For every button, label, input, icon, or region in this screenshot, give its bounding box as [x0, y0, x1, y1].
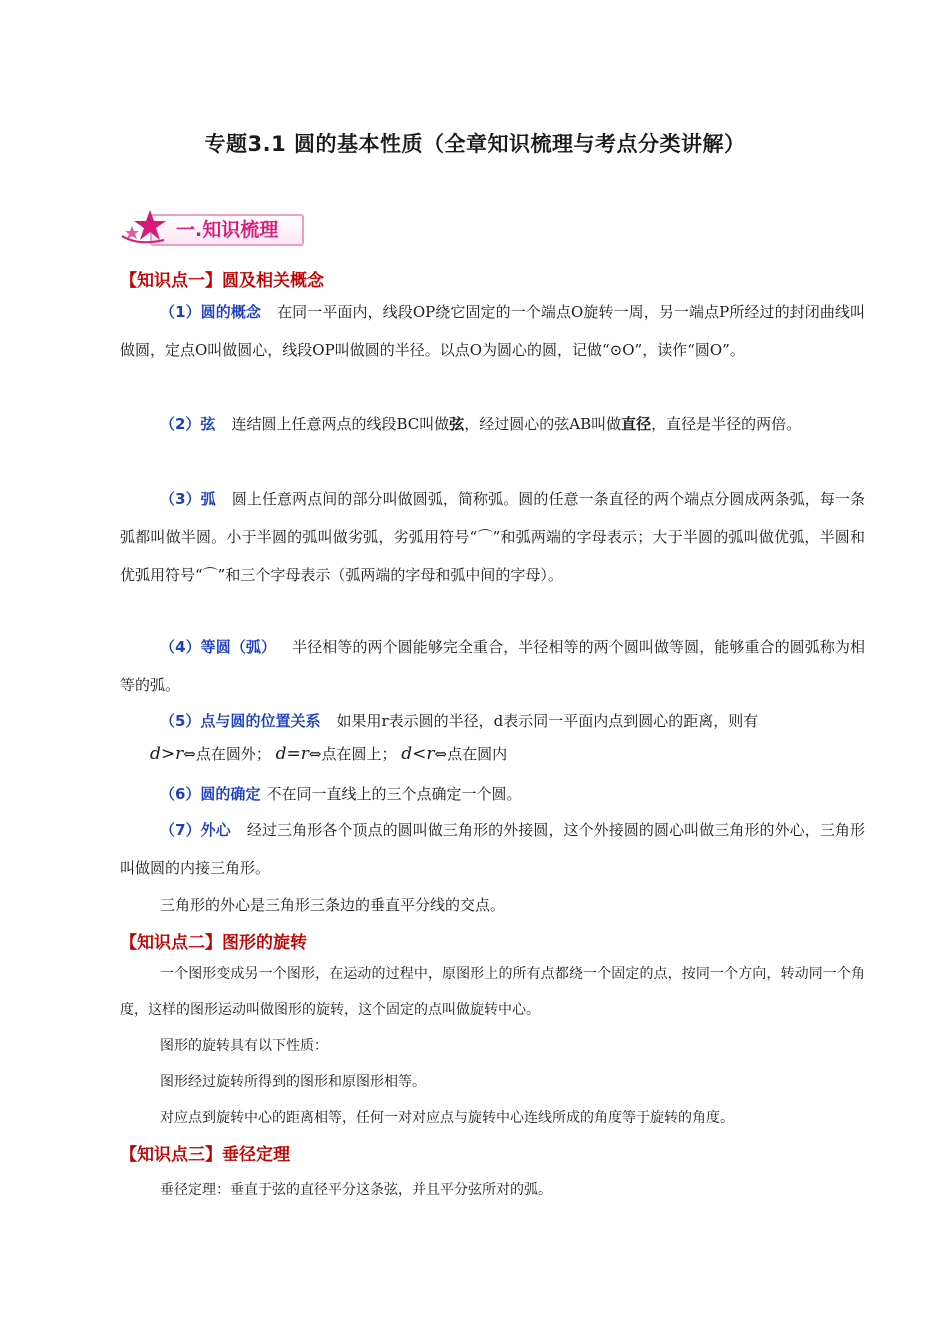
paragraph-circle-concept: （1）圆的概念 在同一平面内，线段OP绕它固定的一个端点O旋转一周，另一端点P所经过的封闭曲线叫做圆，定点O叫做圆心，线段OP叫做圆的半径。以点O为圆心的圆，记做“⊙O”，读作“圆O”。: [120, 303, 865, 359]
label-arc: （3）弧: [160, 490, 216, 508]
section-heading-1: 【知识点一】圆及相关概念: [120, 271, 324, 291]
section-banner: [118, 206, 308, 248]
paragraph-rotation-properties: 图形的旋转具有以下性质：: [160, 1038, 328, 1054]
label-circle-determination: （6）圆的确定: [160, 785, 261, 803]
paragraph-perpendicular-diameter-theorem: 垂径定理：垂直于弦的直径平分这条弦，并且平分弦所对的弧。: [160, 1182, 552, 1198]
paragraph-chord: （2）弦 连结圆上任意两点的线段BC叫做弦，经过圆心的弦AB叫做直径，直径是半径的两倍。: [160, 415, 802, 433]
label-circumcenter: （7）外心: [160, 821, 231, 839]
paragraph-rotation-definition: 一个图形变成另一个图形，在运动的过程中，原图形上的所有点都绕一个固定的点，按同一个方向，转动同一个角度，这样的图形运动叫做图形的旋转，这个固定的点叫做旋转中心。: [120, 966, 865, 1018]
label-equal-circles: （4）等圆（弧）: [160, 638, 277, 656]
paragraph-equal-circles: （4）等圆（弧） 半径相等的两个圆能够完全重合，半径相等的两个圆叫做等圆，能够重合的圆弧称为相等的弧。: [120, 638, 865, 694]
paragraph-rotation-property-2: 对应点到旋转中心的距离相等，任何一对对应点与旋转中心连线所成的角度等于旋转的角度。: [160, 1110, 734, 1126]
section-heading-2: 【知识点二】图形的旋转: [120, 933, 307, 953]
banner-label: 一.知识梳理: [176, 219, 279, 241]
page-title: 专题3.1 圆的基本性质（全章知识梳理与考点分类讲解）: [204, 132, 746, 156]
label-point-position: （5）点与圆的位置关系: [160, 712, 321, 730]
position-relations-formula: d>r⇔点在圆外； d=r⇔点在圆上； d<r⇔点在圆内: [150, 744, 508, 764]
paragraph-point-position: （5）点与圆的位置关系 如果用r表示圆的半径，d表示同一平面内点到圆心的距离，则有: [160, 712, 759, 730]
label-chord: （2）弦: [160, 415, 216, 433]
paragraph-circle-determination: （6）圆的确定 不在同一直线上的三个点确定一个圆。: [160, 785, 522, 803]
label-circle-concept: （1）圆的概念: [160, 303, 262, 321]
paragraph-arc: （3）弧 圆上任意两点间的部分叫做圆弧，简称弧。圆的任意一条直径的两个端点分圆成两条弧，每一条弧都叫做半圆。小于半圆的弧叫做劣弧，劣弧用符号“⌒”和弧两端的字母表示；大于半圆的弧叫做优弧，半圆和优弧用符号“⌒”和三个字母表示（弧两端的字母和弧中间的字母）。: [120, 490, 865, 584]
paragraph-circumcenter: （7）外心 经过三角形各个顶点的圆叫做三角形的外接圆，这个外接圆的圆心叫做三角形的外心，三角形叫做圆的内接三角形。: [120, 821, 865, 877]
section-heading-3: 【知识点三】垂径定理: [120, 1145, 290, 1165]
paragraph-rotation-property-1: 图形经过旋转所得到的图形和原图形相等。: [160, 1074, 426, 1090]
paragraph-circumcenter-note: 三角形的外心是三角形三条边的垂直平分线的交点。: [160, 896, 506, 914]
